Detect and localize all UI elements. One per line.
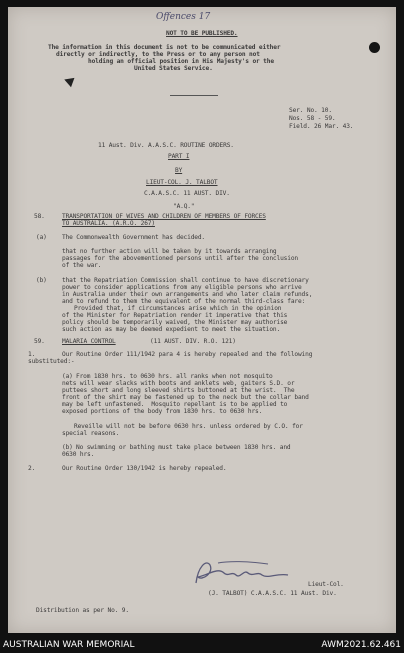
item-59-a-line-5: may be left unfastened. Mosquito repellant is to be applied to [62,401,288,408]
item-58-a-text: The Commonwealth Government has decided. [62,234,206,241]
order-nos: Nos. 58 - 59. [289,115,336,122]
officer-name: LIEUT-COL. J. TALBOT [146,179,218,186]
item-58-heading-1: TRANSPORTATION OF WIVES AND CHILDREN OF MEMBERS OF FORCES [62,213,266,220]
item-58-b-line-5: Provided that, if circumstances arise which in the opinion [74,305,282,312]
warning-line-4: United States Service. [134,65,213,72]
item-59-ref: (11 AUST. DIV. R.O. 121) [150,338,236,345]
footer-source: AUSTRALIAN WAR MEMORIAL [3,640,135,650]
field-date: Field. 26 Mar. 43. [289,123,354,130]
item-59-p2-text: Our Routine Order 130/1942 is hereby repealed. [62,465,227,472]
item-58-heading-2: TO AUSTRALIA. (A.R.O. 267) [62,220,155,227]
item-59-p1-label: 1. [28,351,36,358]
item-58-b-line-2: power to consider applications from any eligible persons who arrive [62,284,302,291]
item-58-b-line-6: of the Minister for Repatriation render it imperative that this [62,312,288,319]
item-58-b-line-7: policy should be temporarily waived, the Minister may authorise [62,319,288,326]
pin-mark-icon [63,75,75,87]
item-58-b-line-8: such action as may be deemed expedient to meet the situation. [62,326,281,333]
reveille-line-1: Reveille will not be before 0630 hrs. unless ordered by C.O. for [74,423,303,430]
item-59-heading: MALARIA CONTROL [62,338,116,345]
item-59-a-line-1: From 1830 hrs. to 0630 hrs. all ranks when not mosquito [76,373,273,380]
document-page [8,7,396,633]
item-59-p1-line-2: substituted:- [28,358,75,365]
warning-line-3: holding an official position in His Majesty's or the [88,58,274,65]
item-59-a-line-6: exposed portions of the body from 1830 hrs. to 0630 hrs. [62,408,263,415]
signature-rank: Lieut-Col. [308,581,344,588]
footer-catalogue-id: AWM2021.62.461 [321,640,401,650]
item-59-a-line-3: puttees short and long sleeved shirts buttoned at the wrist. The [62,387,295,394]
archive-footer [0,637,404,653]
item-59-b-label: (b) [62,444,73,451]
item-59-number: 59. [34,338,45,345]
item-59-p1-line-1: Our Routine Order 111/1942 para 4 is hereby repealed and the following [62,351,313,358]
item-58-a-text2-2: passages for the abovementioned persons until after the conclusion [62,255,298,262]
item-59-a-line-4: front of the shirt may be fastened up to the neck but the collar band [62,394,309,401]
item-58-b-line-1: that the Repatriation Commission shall continue to have discretionary [62,277,309,284]
item-59-p2-label: 2. [28,465,36,472]
warning-line-1: The information in this document is not to be communicated either [48,44,281,51]
not-to-be-published: NOT TO BE PUBLISHED. [166,30,238,37]
item-59-a-line-2: nets will wear slacks with boots and anklets web, gaiters S.D. or [62,380,295,387]
item-58-b-label: (b) [36,277,47,284]
item-58-a-label: (a) [36,234,47,241]
orders-title: 11 Aust. Div. A.A.S.C. ROUTINE ORDERS. [98,142,234,149]
punch-hole [369,42,380,53]
item-58-a-text2-3: of the war. [62,262,102,269]
item-58-a-text2-1: that no further action will be taken by it towards arranging [62,248,277,255]
distribution: Distribution as per No. 9. [36,607,129,614]
item-58-b-line-3: in Australia under their own arrangements and who later claim refunds, [62,291,313,298]
item-59-b-line-2: 0630 hrs. [62,451,95,458]
item-58-number: 58. [34,213,45,220]
item-59-b-line-1: No swimming or bathing must take place between 1830 hrs. and [76,444,291,451]
warning-line-2: directly or indirectly, to the Press or to any person not [56,51,260,58]
section-marker: "A.Q." [173,203,195,210]
handwritten-note: Offences 17 [156,12,211,22]
item-58-b-line-4: and to refund to them the equivalent of the normal third-class fare: [62,298,306,305]
ser-no: Ser. No. 10. [289,107,332,114]
part-label: PART I [168,153,190,160]
reveille-line-2: special reasons. [62,430,120,437]
item-59-a-label: (a) [62,373,73,380]
divider [170,95,218,96]
officer-unit: C.A.A.S.C. 11 AUST. DIV. [144,190,230,197]
handwritten-signature [188,555,298,591]
signature-name: (J. TALBOT) C.A.A.S.C. 11 Aust. Div. [208,590,337,597]
by-label: BY [175,167,183,174]
